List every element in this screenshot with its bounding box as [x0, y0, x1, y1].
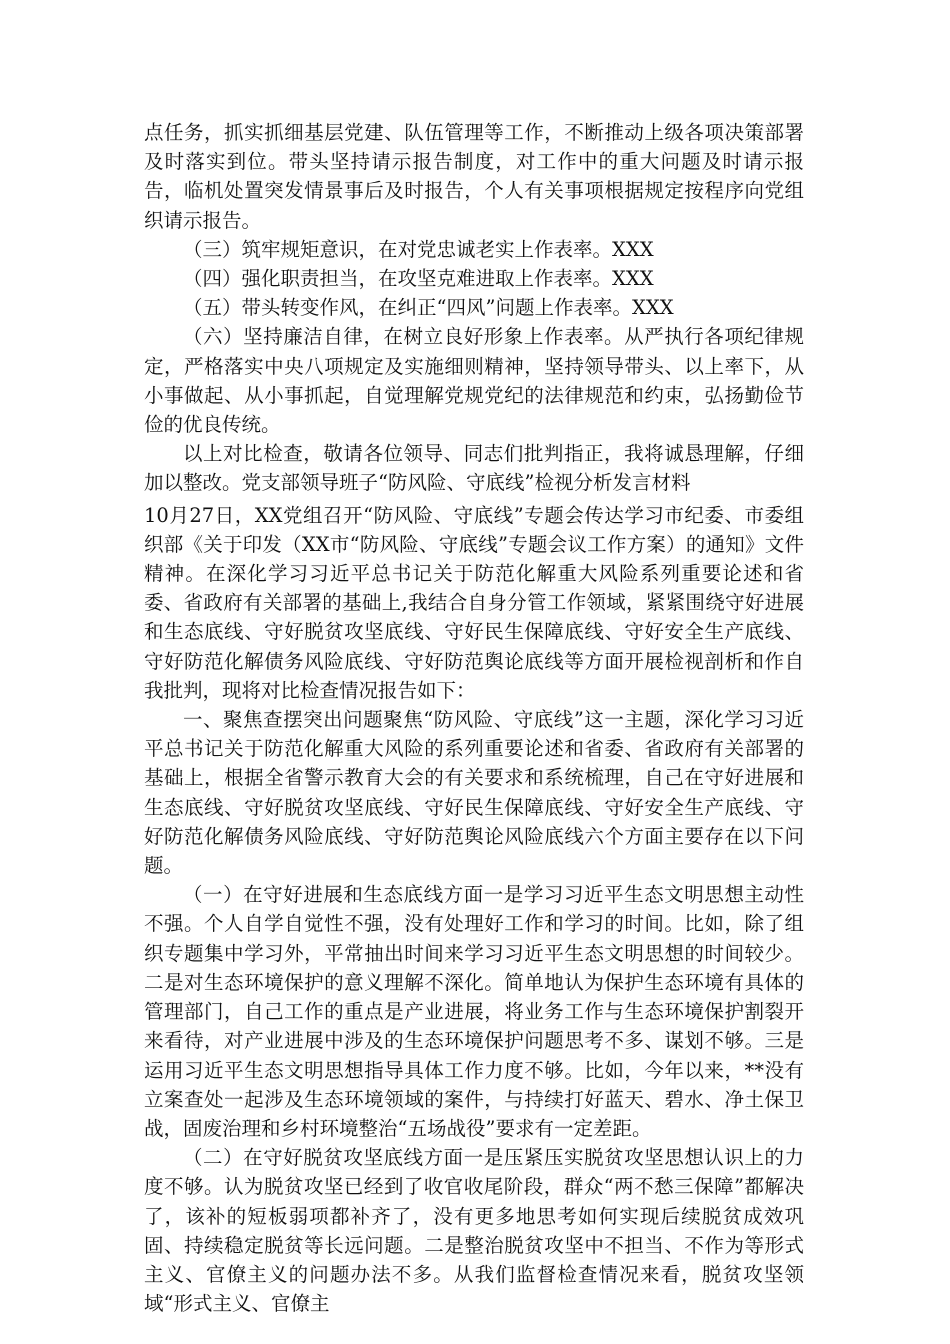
paragraph-closing: 以上对比检查，敬请各位领导、同志们批判指正，我将诚恳理解，仔细加以整改。党支部领导班子“防风险、守底线”检视分析发言材料	[144, 442, 804, 495]
document-body	[144, 118, 804, 1318]
paragraph-continuation: 点任务，抓实抓细基层党建、队伍管理等工作，不断推动上级各项决策部署及时落实到位。带头坚持请示报告制度，对工作中的重大问题及时请示报告，临机处置突发情景事后及时报告，个人有关事项根据规定按程序向党组织请示报告。	[144, 121, 804, 232]
paragraph-item-5: （五）带头转变作风，在纠正“四风”问题上作表率。XXX	[183, 296, 674, 320]
paragraph-subsection-poverty: （二）在守好脱贫攻坚底线方面一是压紧压实脱贫攻坚思想认识上的力度不够。认为脱贫攻坚已经到了收官收尾阶段，群众“两不愁三保障”都解决了，该补的短板弱项都补齐了，没有更多地思考如何实现后续脱贫成效巩固、持续稳定脱贫等长远问题。二是整治脱贫攻坚中不担当、不作为等形式主义、官僚主义的问题办法不多。从我们监督检查情况来看，脱贫攻坚领域“形式主义、官僚主	[144, 1146, 804, 1316]
paragraph-section-1: 一、聚焦查摆突出问题聚焦“防风险、守底线”这一主题，深化学习习近平总书记关于防范化解重大风险的系列重要论述和省委、省政府有关部署的基础上，根据全省警示教育大会的有关要求和系统梳理，自己在守好进展和生态底线、守好脱贫攻坚底线、守好民生保障底线、守好安全生产底线、守好防范化解债务风险底线、守好防范舆论风险底线六个方面主要存在以下问题。	[144, 708, 804, 878]
paragraph-item-4: （四）强化职责担当，在攻坚克难进取上作表率。XXX	[183, 267, 654, 291]
paragraph-item-6: （六）坚持廉洁自律，在树立良好形象上作表率。从严执行各项纪律规定，严格落实中央八项规定及实施细则精神，坚持领导带头、以上率下，从小事做起、从小事抓起，自觉理解党规党纪的法律规范和约束，弘扬勤俭节俭的优良传统。	[144, 325, 804, 437]
paragraph-meeting-intro: 10月27日，XX党组召开“防风险、守底线”专题会传达学习市纪委、市委组织部《关于印发（XX市“防风险、守底线”专题会议工作方案）的通知》文件精神。在深化学习习近平总书记关于防范化解重大风险系列重要论述和省委、省政府有关部署的基础上,我结合自身分管工作领域，紧紧围绕守好进展和生态底线、守好脱贫攻坚底线、守好民生保障底线、守好安全生产底线、守好防范化解债务风险底线、守好防范舆论底线等方面开展检视剖析和作自我批判，现将对比检查情况报告如下：	[144, 503, 804, 702]
paragraph-subsection-ecology: （一）在守好进展和生态底线方面一是学习习近平生态文明思想主动性不强。个人自学自觉性不强，没有处理好工作和学习的时间。比如，除了组织专题集中学习外，平常抽出时间来学习习近平生态文明思想的时间较少。二是对生态环境保护的意义理解不深化。简单地认为保护生态环境有具体的管理部门，自己工作的重点是产业进展，将业务工作与生态环境保护割裂开来看待，对产业进展中涉及的生态环境保护问题思考不多、谋划不够。三是运用习近平生态文明思想指导具体工作力度不够。比如，今年以来，**没有立案查处一起涉及生态环境领域的案件，与持续打好蓝天、碧水、净土保卫战，固废治理和乡村环境整治“五场战役”要求有一定差距。	[144, 883, 804, 1140]
paragraph-item-3: （三）筑牢规矩意识，在对党忠诚老实上作表率。XXX	[183, 237, 654, 261]
